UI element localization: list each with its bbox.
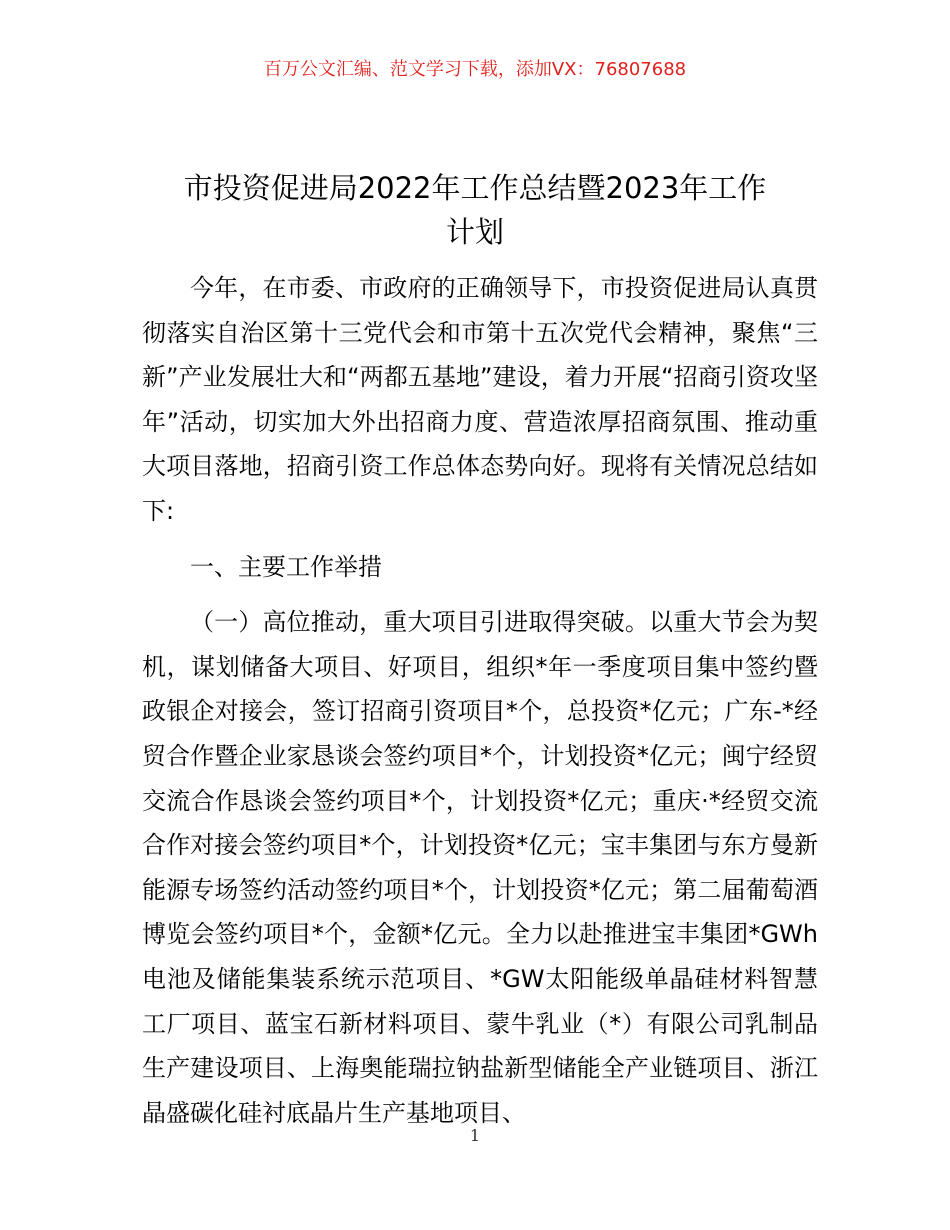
document-title — [120, 166, 830, 254]
watermark-header-note: 百万公文汇编、范文学习下载，添加VX：76807688 — [263, 59, 687, 80]
document-title-line-2: 计划 — [445, 215, 504, 249]
document-body — [142, 266, 818, 1135]
body-paragraph: （一）高位推动，重大项目引进取得突破。以重大节会为契机，谋划储备大项目、好项目，组织*年一季度项目集中签约暨政银企对接会，签订招商引资项目*个，总投资*亿元；广东-*经贸合作暨企业家恳谈会签约项目*个，计划投资*亿元；闽宁经贸交流合作恳谈会签约项目*个，计划投资*亿元；重庆·*经贸交流合作对接会签约项目*个，计划投资*亿元；宝丰集团与东方曼新能源专场签约活动签约项目*个，计划投资*亿元；第二届葡萄酒博览会签约项目*个，金额*亿元。全力以赴推进宝丰集团*GWh电池及储能集装系统示范项目、*GW太阳能级单晶硅材料智慧工厂项目、蓝宝石新材料项目、蒙牛乳业（*）有限公司乳制品生产建设项目、上海奥能瑞拉钠盐新型储能全产业链项目、浙江晶盛碳化硅衬底晶片生产基地项目、 — [142, 608, 818, 1127]
document-title-line-1: 市投资促进局2022年工作总结暨2023年工作 — [183, 171, 767, 205]
page-number: 1 — [469, 1126, 481, 1145]
section-heading: 一、主要工作举措 — [190, 552, 382, 581]
intro-paragraph: 今年，在市委、市政府的正确领导下，市投资促进局认真贯彻落实自治区第十三党代会和市第十五次党代会精神，聚焦“三新”产业发展壮大和“两都五基地”建设，着力开展“招商引资攻坚年”活动，切实加大外出招商力度、营造浓厚招商氛围、推动重大项目落地，招商引资工作总体态势向好。现将有关情况总结如下: — [142, 274, 818, 525]
